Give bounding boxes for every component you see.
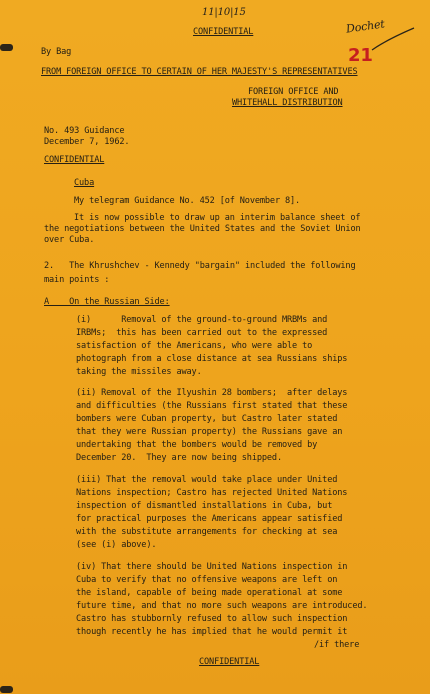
handwritten-red-number: 21 (348, 45, 373, 66)
para2-line: main points : (44, 275, 110, 285)
document-date: December 7, 1962. (44, 137, 130, 147)
item-iii-line: inspection of dismantled installations in Cuba, but (76, 501, 333, 511)
classification: CONFIDENTIAL (44, 155, 105, 165)
item-iv-line: (iv) That there should be United Nations inspection in (76, 562, 348, 572)
item-ii-line: bombers were Cuban property, but Castro later stated (76, 414, 338, 424)
distribution-line-1: FOREIGN OFFICE AND (248, 87, 339, 97)
handwritten-initials: Dochet (345, 17, 386, 36)
item-iv-line: Cuba to verify that no offensive weapons are left on (76, 575, 338, 585)
classification-bottom: CONFIDENTIAL (199, 657, 260, 667)
section-a-heading: A On the Russian Side: (44, 297, 170, 307)
by-bag-label: By Bag (41, 47, 72, 57)
continuation-catchword: /if there (314, 640, 360, 650)
item-iv-line: Castro has stubbornly refused to allow such inspection (76, 614, 348, 624)
distribution-line-2: WHITEHALL DISTRIBUTION (232, 98, 343, 108)
from-line: FROM FOREIGN OFFICE TO CERTAIN OF HER MAJESTY'S REPRESENTATIVES (41, 67, 358, 77)
item-iii-line: for practical purposes the Americans appear satisfied (76, 514, 343, 524)
item-i-line: satisfaction of the Americans, who were able to (76, 341, 313, 351)
handwritten-file-ref: 11|10|15 (202, 7, 246, 18)
reference-line: My telegram Guidance No. 452 [of November 8]. (74, 196, 301, 206)
item-ii-line: and difficulties (the Russians first stated that these (76, 401, 348, 411)
item-iii-line: (see (i) above). (76, 540, 157, 550)
binder-hole-mark (0, 44, 13, 51)
handwritten-check-mark (370, 26, 416, 54)
binder-hole-mark (0, 686, 13, 693)
para2-line: 2. The Khrushchev - Kennedy "bargain" included the following (44, 261, 356, 271)
item-ii-line: undertaking that the bombers would be removed by (76, 440, 318, 450)
item-i-line: photograph from a close distance at sea Russians ships (76, 354, 348, 364)
item-iv-line: future time, and that no more such weapons are introduced. (76, 601, 368, 611)
para1-line: It is now possible to draw up an interim balance sheet of (74, 213, 361, 223)
item-iv-line: the island, capable of being made operational at some (76, 588, 343, 598)
item-iii-line: with the substitute arrangements for checking at sea (76, 527, 338, 537)
item-iii-line: (iii) That the removal would take place under United (76, 475, 338, 485)
item-i-line: IRBMs; this has been carried out to the expressed (76, 328, 328, 338)
subject-heading: Cuba (74, 178, 95, 188)
classification-top: CONFIDENTIAL (193, 27, 254, 37)
item-iii-line: Nations inspection; Castro has rejected United Nations (76, 488, 348, 498)
para1-line: the negotiations between the United States and the Soviet Union (44, 224, 361, 234)
para1-line: over Cuba. (44, 235, 95, 245)
item-iv-line: though recently he has implied that he would permit it (76, 627, 348, 637)
item-i-line: (i) Removal of the ground-to-ground MRBMs and (76, 315, 328, 325)
item-ii-line: that they were Russian property) the Russians gave an (76, 427, 343, 437)
item-i-line: taking the missiles away. (76, 367, 202, 377)
item-ii-line: (ii) Removal of the Ilyushin 28 bombers; after delays (76, 388, 348, 398)
item-ii-line: December 20. They are now being shipped. (76, 453, 282, 463)
guidance-number: No. 493 Guidance (44, 126, 125, 136)
